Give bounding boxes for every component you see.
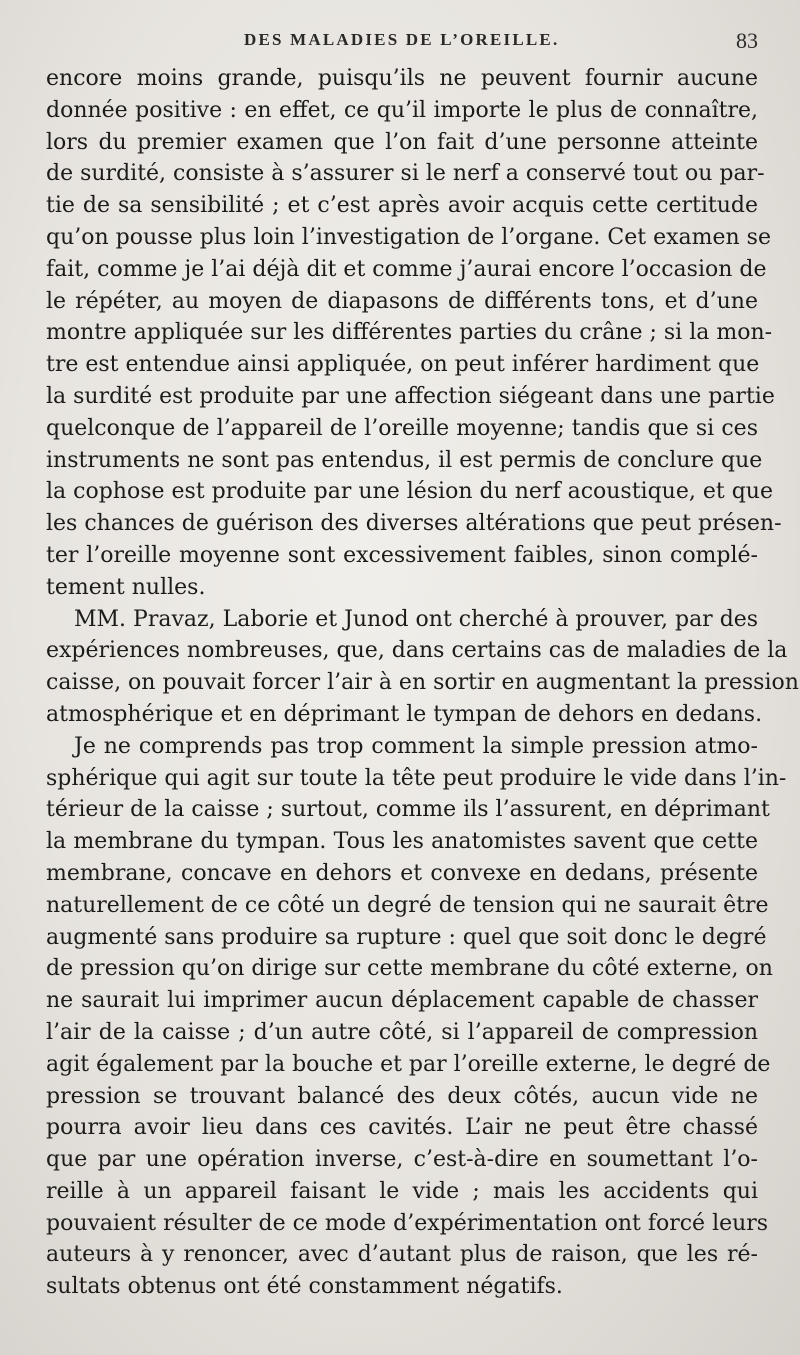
text-line: de pression qu’on dirige sur cette membrane du côté externe, on [46, 956, 773, 982]
text-line: instruments ne sont pas entendus, il est permis de conclure que [46, 447, 763, 473]
text-line: fait, comme je l’ai déjà dit et comme j’aurai encore l’occasion de [46, 256, 767, 282]
text-line: de surdité, consiste à s’assurer si le nerf a conservé tout ou par- [46, 161, 765, 187]
text-line: qu’on pousse plus loin l’investigation de l’organe. Cet examen se [46, 224, 771, 250]
text-line: agit également par la bouche et par l’oreille externe, le degré de [46, 1051, 771, 1077]
text-line: augmenté sans produire sa rupture : quel que soit donc le degré [46, 924, 767, 950]
text-line: pourra avoir lieu dans ces cavités. L’air ne peut être chassé [46, 1115, 758, 1141]
text-line: pouvaient résulter de ce mode d’expérimentation ont forcé leurs [46, 1210, 769, 1236]
page-number: 83 [736, 28, 758, 53]
text-line: Je ne comprends pas trop comment la simple pression atmo- [74, 733, 758, 759]
text-line: tement nulles. [46, 574, 206, 600]
text-line: ter l’oreille moyenne sont excessivement faibles, sinon complé- [46, 542, 758, 568]
text-line: quelconque de l’appareil de l’oreille moyenne; tandis que si ces [46, 415, 758, 441]
text-line: atmosphérique et en déprimant le tympan de dehors en dedans. [46, 701, 763, 727]
text-line: donnée positive : en effet, ce qu’il importe le plus de connaître, [46, 97, 758, 123]
paragraph-3 [46, 731, 787, 1303]
text-line: la membrane du tympan. Tous les anatomistes savent que cette [46, 829, 758, 855]
paragraph-2 [46, 604, 799, 731]
text-line: montre appliquée sur les différentes parties du crâne ; si la mon- [46, 320, 773, 346]
text-line: encore moins grande, puisqu’ils ne peuvent fournir aucune [46, 66, 758, 91]
text-line: membrane, concave en dehors et convexe en dedans, présente [46, 860, 758, 886]
text-line: la cophose est produite par une lésion du nerf acoustique, et que [46, 479, 773, 505]
text-line: tre est entendue ainsi appliquée, on peut inférer hardiment que [46, 352, 760, 378]
text-line: sultats obtenus ont été constamment négatifs. [46, 1274, 563, 1300]
page-header [0, 30, 800, 60]
text-line: tie de sa sensibilité ; et c’est après avoir acquis cette certitude [46, 193, 758, 219]
text-line: ne saurait lui imprimer aucun déplacement capable de chasser [46, 988, 758, 1014]
text-line: expériences nombreuses, que, dans certains cas de maladies de la [46, 638, 788, 664]
text-line: reille à un appareil faisant le vide ; mais les accidents qui [46, 1178, 758, 1204]
text-line: les chances de guérison des diverses altérations que peut présen- [46, 511, 782, 537]
text-line: que par une opération inverse, c’est-à-dire en soumettant l’o- [46, 1147, 758, 1173]
text-line: lors du premier examen que l’on fait d’une personne atteinte [46, 129, 758, 155]
text-line: l’air de la caisse ; d’un autre côté, si l’appareil de compression [46, 1019, 758, 1045]
text-line: caisse, on pouvait forcer l’air à en sortir en augmentant la pression [46, 670, 799, 696]
text-line: auteurs à y renoncer, avec d’autant plus de raison, que les ré- [46, 1242, 758, 1268]
text-line: MM. Pravaz, Laborie et Junod ont cherché à prouver, par des [74, 606, 759, 632]
text-line: térieur de la caisse ; surtout, comme ils l’assurent, en déprimant [46, 797, 770, 823]
running-title: DES MALADIES DE L’OREILLE. [244, 30, 560, 49]
text-line: naturellement de ce côté un degré de tension qui ne saurait être [46, 892, 769, 918]
body-text [46, 63, 799, 1303]
text-line: la surdité est produite par une affection siégeant dans une partie [46, 383, 775, 409]
text-line: sphérique qui agit sur toute la tête peut produire le vide dans l’in- [46, 765, 787, 791]
text-line: pression se trouvant balancé des deux côtés, aucun vide ne [46, 1083, 758, 1109]
paragraph-1 [46, 63, 782, 604]
text-line: le répéter, au moyen de diapasons de différents tons, et d’une [46, 288, 758, 314]
